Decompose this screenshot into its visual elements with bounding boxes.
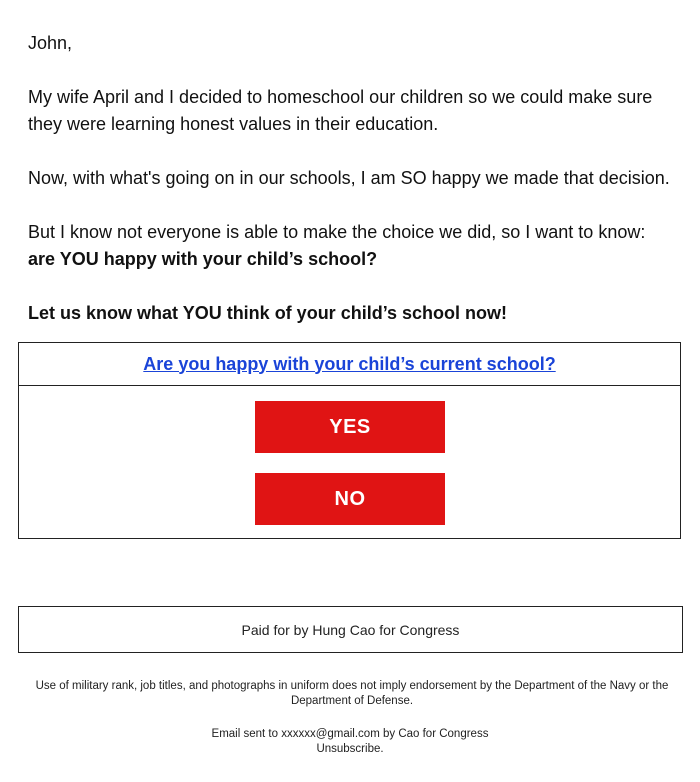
poll-box [18,342,681,539]
paragraph-question [28,219,672,273]
greeting: John, [28,33,73,53]
poll-question-link[interactable]: Are you happy with your child’s current school? [143,353,556,374]
poll-question-row [19,343,680,386]
disclaimer-text: Use of military rank, job titles, and photographs in uniform does not imply endorsement by the Department of the Navy or the Department of Defense. [35,680,669,707]
no-button[interactable]: NO [255,473,445,525]
paragraph-happy-decision: Now, with what's going on in our schools, I am SO happy we made that decision. [28,168,670,188]
recipient-email-link[interactable]: xxxxxx@gmail.com [281,728,380,740]
question-bold-text: are YOU happy with your child’s school? [28,249,378,269]
email-sent-prefix: Email sent to [211,728,282,740]
email-sent-suffix: by Cao for Congress [379,728,489,740]
email-sent-line [0,727,700,742]
unsubscribe-link[interactable]: Unsubscribe. [316,743,384,755]
call-to-action: Let us know what YOU think of your child’s school now! [28,303,508,323]
email-body [28,30,672,354]
paid-for-text: Paid for by Hung Cao for Congress [241,621,460,638]
yes-button[interactable]: YES [255,401,445,453]
paragraph-homeschool: My wife April and I decided to homeschool our children so we could make sure they were learning honest values in their education. [28,87,653,134]
question-intro-text: But I know not everyone is able to make the choice we did, so I want to know: [28,222,646,242]
paid-for-box [18,606,683,653]
email-footer [0,727,700,757]
